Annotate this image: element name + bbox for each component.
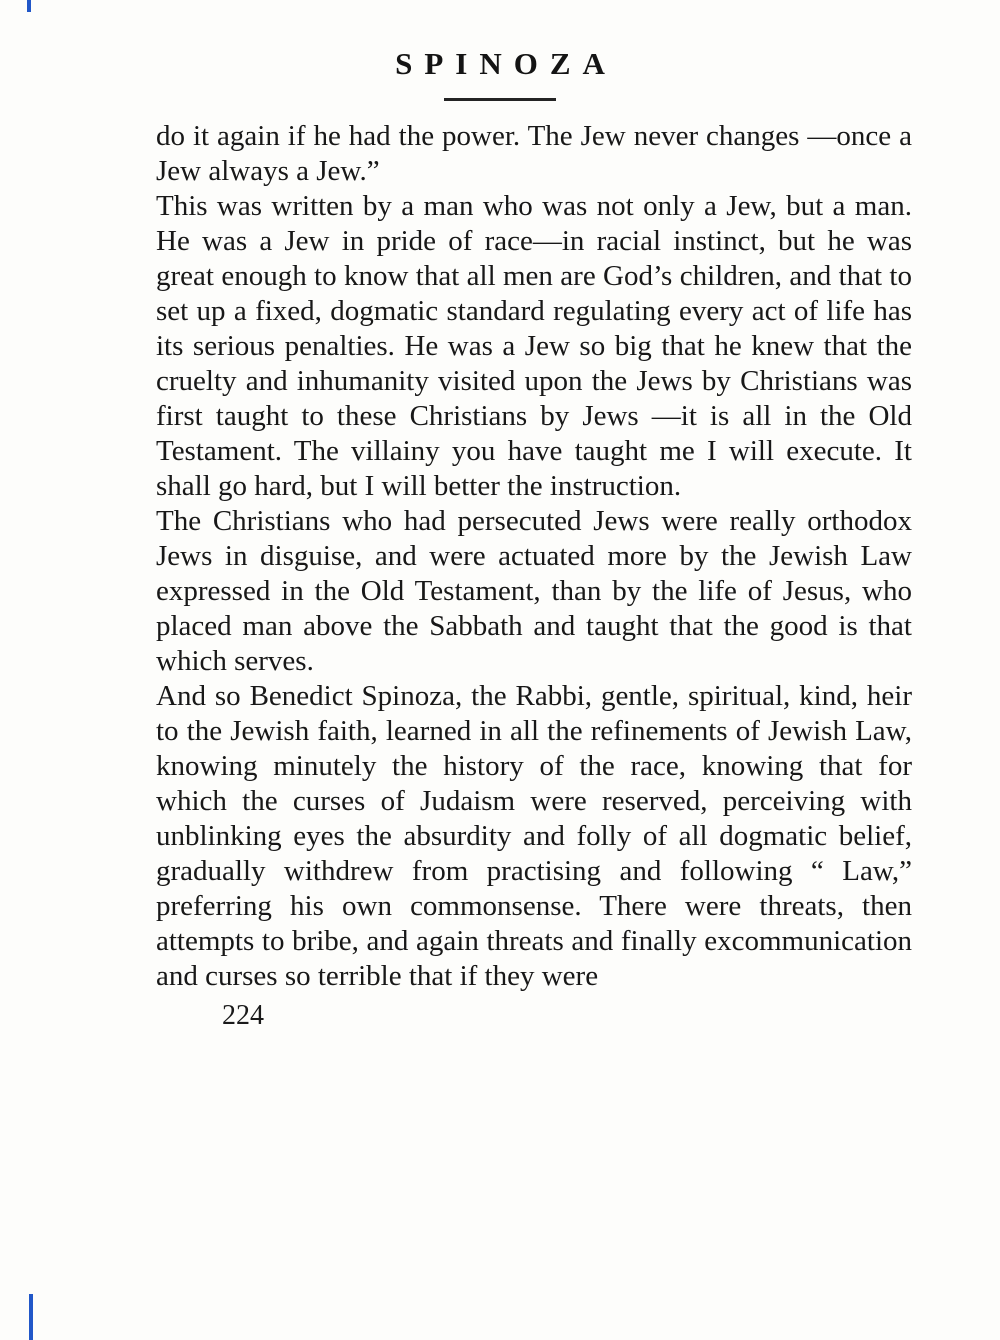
paragraph: do it again if he had the power. The Jew never changes —once a Jew always a Jew.” [156,120,912,187]
body-text [156,119,912,994]
page-number: 224 [222,1000,264,1031]
title-rule [444,98,556,101]
paragraph: This was written by a man who was not only a Jew, but a man. He was a Jew in pride of race—in racial instinct, but he was great enough to know that all men are God’s children, and that to set up a fixed, dogmatic standard regulating every act of life has its serious penalties. He was a Jew so big that he knew that the cruelty and inhumanity visited upon the Jews by Christians was first taught to these Christians by Jews —it is all in the Old Testament. The villainy you have taught me I will execute. It shall go hard, but I will better the instruction. [156,190,912,502]
page-title: SPINOZA [395,46,617,81]
scan-artifact-bottom [29,1294,33,1340]
scan-artifact-top [27,0,31,12]
paragraph: The Christians who had persecuted Jews were really orthodox Jews in disguise, and were actuated more by the Jewish Law expressed in the Old Testament, than by the life of Jesus, who placed man above the Sabbath and taught that the good is that which serves. [156,505,912,677]
paragraph: And so Benedict Spinoza, the Rabbi, gentle, spiritual, kind, heir to the Jewish faith, learned in all the refinements of Jewish Law, knowing minutely the history of the race, knowing that for which the curses of Judaism were reserved, perceiving with unblinking eyes the absurdity and folly of all dogmatic belief, gradually withdrew from practising and following “ Law,” preferring his own commonsense. There were threats, then attempts to bribe, and again threats and finally excommunication and curses so terrible that if they were [156,680,912,992]
